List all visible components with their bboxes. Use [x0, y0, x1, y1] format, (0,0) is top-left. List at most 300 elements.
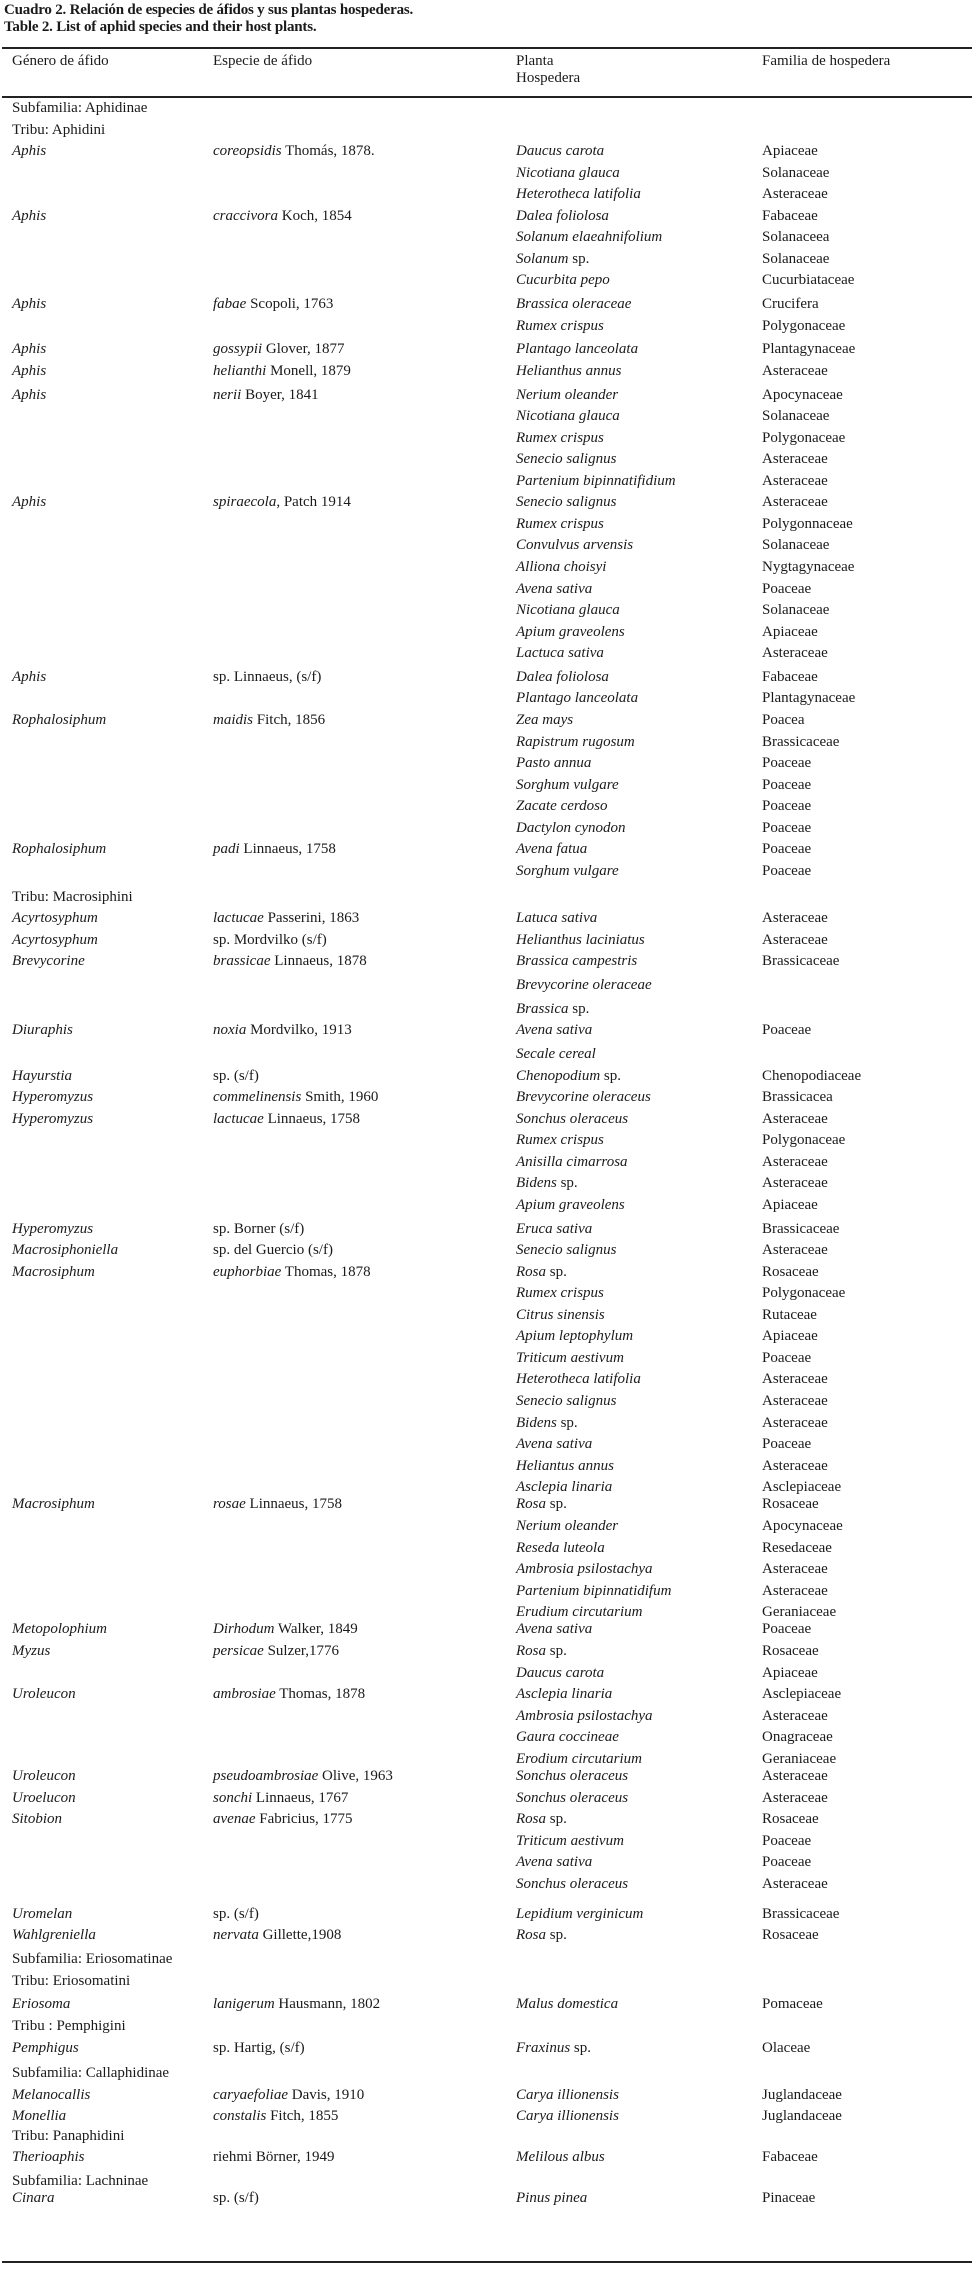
host-plant-cell — [516, 1328, 633, 1344]
species-epithet: craccivora — [213, 208, 278, 224]
species-cell — [213, 932, 327, 948]
host-plant-name: Solanum — [516, 251, 569, 267]
host-plant-cell — [516, 296, 631, 312]
host-plant-cell — [516, 1906, 643, 1922]
host-plant-name: Apium graveolens — [516, 624, 625, 640]
species-cell — [213, 712, 325, 728]
species-cell — [213, 2087, 364, 2103]
species-text: sp. Borner (s/f) — [213, 1221, 305, 1237]
host-family-cell: Asteraceae — [762, 910, 828, 926]
species-authority: Davis, 1910 — [287, 2087, 365, 2103]
genus-name: Monellia — [12, 2108, 67, 2124]
species-authority: Linnaeus, 1758 — [245, 1496, 343, 1512]
species-authority: , Patch 1914 — [276, 494, 351, 510]
genus-cell — [12, 2149, 85, 2165]
genus-cell — [12, 363, 46, 379]
species-cell — [213, 143, 375, 159]
host-family-cell: Poaceae — [762, 1833, 812, 1849]
species-cell — [213, 1927, 341, 1943]
host-plant-name: Rapistrum rugosum — [516, 734, 635, 750]
genus-name: Aphis — [12, 363, 47, 379]
host-plant-cell — [516, 1686, 612, 1702]
species-text: sp. (s/f) — [213, 1068, 259, 1084]
host-plant-cell — [516, 624, 625, 640]
species-authority: Gillette,1908 — [258, 1927, 342, 1943]
host-family-cell: Rosaceae — [762, 1643, 819, 1659]
header-rule — [2, 96, 972, 98]
host-plant-name: Triticum aestivum — [516, 1833, 624, 1849]
host-plant-cell — [516, 734, 635, 750]
host-family-cell: Solanaceea — [762, 229, 830, 245]
species-epithet: ambrosiae — [213, 1686, 276, 1702]
species-epithet: brassicae — [213, 953, 271, 969]
host-plant-name: Rosa — [516, 1264, 546, 1280]
host-plant-name: Zacate cerdoso — [516, 798, 608, 814]
host-plant-name: Rumex crispus — [516, 430, 604, 446]
host-family-cell: Asclepiaceae — [762, 1479, 842, 1495]
host-plant-name: Sonchus oleraceus — [516, 1768, 629, 1784]
host-family-cell: Poaceae — [762, 1621, 812, 1637]
genus-cell — [12, 1221, 93, 1237]
host-plant-suffix: sp. — [546, 1811, 567, 1827]
species-epithet: caryaefoliae — [213, 2087, 288, 2103]
host-plant-cell — [516, 1111, 628, 1127]
genus-cell — [12, 494, 46, 510]
host-family-cell: Apocynaceae — [762, 1518, 843, 1534]
host-family-cell: Apiaceae — [762, 143, 818, 159]
host-plant-cell — [516, 1643, 567, 1659]
host-plant-name: Anisilla cimarrosa — [516, 1154, 628, 1170]
host-plant-cell — [516, 1068, 621, 1084]
host-family-cell: Polygonaceae — [762, 430, 846, 446]
genus-cell — [12, 1643, 50, 1659]
genus-cell — [12, 1242, 118, 1258]
genus-name: Myzus — [12, 1643, 51, 1659]
host-plant-name: Sonchus oleraceus — [516, 1876, 629, 1892]
host-plant-cell — [516, 1583, 671, 1599]
host-plant-cell — [516, 272, 610, 288]
genus-name: Pemphigus — [12, 2040, 79, 2056]
host-plant-name: Rumex crispus — [516, 1285, 604, 1301]
host-family-cell: Asteraceae — [762, 1175, 828, 1191]
host-plant-name: Rosa — [516, 1643, 546, 1659]
host-plant-name: Dalea foliolosa — [516, 208, 609, 224]
genus-name: Hyperomyzus — [12, 1111, 94, 1127]
genus-name: Aphis — [12, 143, 47, 159]
host-plant-cell — [516, 910, 597, 926]
species-epithet: pseudoambrosiae — [213, 1768, 319, 1784]
host-family-cell: Nygtagynaceae — [762, 559, 855, 575]
host-family-cell: Onagraceae — [762, 1729, 833, 1745]
host-family-cell: Asteraceae — [762, 1583, 828, 1599]
host-family-cell: Apiaceae — [762, 1197, 818, 1213]
host-plant-cell — [516, 1307, 605, 1323]
genus-name: Eriosoma — [12, 1996, 71, 2012]
host-plant-cell — [516, 1708, 653, 1724]
host-plant-cell — [516, 1221, 592, 1237]
host-plant-name: Pasto annua — [516, 755, 592, 771]
genus-cell — [12, 1927, 96, 1943]
host-plant-suffix: sp. — [570, 2040, 592, 2056]
genus-cell — [12, 953, 85, 969]
host-plant-name: Citrus sinensis — [516, 1307, 605, 1323]
host-plant-cell — [516, 1089, 651, 1105]
host-plant-name: Melilous albus — [516, 2149, 605, 2165]
genus-name: Acyrtosyphum — [12, 932, 98, 948]
genus-name: Macrosiphum — [12, 1264, 95, 1280]
genus-name: Hayurstia — [12, 1068, 72, 1084]
host-plant-name: Rumex crispus — [516, 318, 604, 334]
host-family-cell: Asteraceae — [762, 1458, 828, 1474]
host-family-cell: Geraniaceae — [762, 1604, 837, 1620]
species-epithet: gossypii — [213, 341, 263, 357]
host-plant-name: Rosa — [516, 1811, 546, 1827]
host-plant-name: Alliona choisyi — [516, 559, 607, 575]
host-plant-cell — [516, 863, 619, 879]
host-plant-name: Nicotiana glauca — [516, 602, 620, 618]
species-cell — [213, 1768, 393, 1784]
host-family-cell: Asteraceae — [762, 1111, 828, 1127]
host-plant-suffix: sp. — [546, 1927, 567, 1943]
host-plant-name: Avena sativa — [516, 1621, 593, 1637]
genus-name: Macrosiphoniella — [12, 1242, 119, 1258]
species-cell — [213, 1621, 358, 1637]
bottom-rule — [2, 2261, 972, 2263]
genus-name: Aphis — [12, 669, 47, 685]
host-plant-name: Malus domestica — [516, 1996, 619, 2012]
species-cell — [213, 1906, 259, 1922]
genus-cell — [12, 1496, 95, 1512]
host-plant-cell — [516, 2149, 605, 2165]
genus-cell — [12, 296, 46, 312]
host-plant-cell — [516, 1621, 592, 1637]
species-authority: Glover, 1877 — [262, 341, 345, 357]
species-cell — [213, 1242, 333, 1258]
host-plant-cell — [516, 1604, 643, 1620]
genus-cell — [12, 1111, 93, 1127]
species-epithet: spiraecola — [213, 494, 277, 510]
host-plant-name: Rosa — [516, 1927, 546, 1943]
host-family-cell: Rosaceae — [762, 1496, 819, 1512]
host-plant-name: Plantago lanceolata — [516, 341, 639, 357]
host-family-cell: Asteraceae — [762, 1154, 828, 1170]
host-family-cell: Polygonaceae — [762, 1285, 846, 1301]
host-plant-name: Sorghum vulgare — [516, 777, 619, 793]
species-epithet: fabae — [213, 296, 247, 312]
host-plant-name: Partenium bipinnatidifum — [516, 1583, 672, 1599]
genus-name: Diuraphis — [12, 1022, 73, 1038]
host-plant-cell — [516, 690, 638, 706]
genus-cell — [12, 1768, 76, 1784]
host-plant-cell — [516, 1132, 604, 1148]
host-plant-name: Daucus carota — [516, 143, 605, 159]
host-family-cell: Asteraceae — [762, 473, 828, 489]
host-plant-name: Nicotiana glauca — [516, 408, 620, 424]
host-plant-name: Sonchus oleraceus — [516, 1790, 629, 1806]
host-plant-name: Plantago lanceolata — [516, 690, 639, 706]
taxon-group-label: Subfamilia: Callaphidinae — [12, 2065, 170, 2081]
genus-cell — [12, 1022, 73, 1038]
host-family-cell: Apocynaceae — [762, 387, 843, 403]
host-plant-cell — [516, 777, 619, 793]
host-plant-cell — [516, 2190, 587, 2206]
host-plant-cell — [516, 1264, 567, 1280]
host-family-cell: Asteraceae — [762, 363, 828, 379]
host-plant-name: Chenopodium — [516, 1068, 601, 1084]
species-cell — [213, 363, 351, 379]
host-family-cell: Asteraceae — [762, 1371, 828, 1387]
host-plant-cell — [516, 932, 645, 948]
host-family-cell: Asteraceae — [762, 494, 828, 510]
host-family-cell: Apiaceae — [762, 1665, 818, 1681]
host-plant-name: Avena sativa — [516, 1854, 593, 1870]
genus-cell — [12, 2087, 90, 2103]
host-plant-name: Senecio salignus — [516, 494, 617, 510]
host-plant-cell — [516, 1285, 604, 1301]
species-text: sp. (s/f) — [213, 2190, 259, 2206]
host-plant-cell — [516, 1154, 628, 1170]
host-plant-name: Bidens — [516, 1175, 557, 1191]
species-cell — [213, 1089, 378, 1105]
host-plant-cell — [516, 1927, 567, 1943]
genus-cell — [12, 932, 98, 948]
species-authority: Passerini, 1863 — [263, 910, 360, 926]
genus-name: Aphis — [12, 387, 47, 403]
host-plant-cell — [516, 408, 620, 424]
species-cell — [213, 494, 351, 510]
host-plant-cell — [516, 186, 641, 202]
host-plant-name: Heliantus annus — [516, 1458, 614, 1474]
host-plant-name: Carya illionensis — [516, 2108, 619, 2124]
species-cell — [213, 1996, 380, 2012]
host-plant-cell — [516, 341, 638, 357]
taxon-group-label: Tribu: Aphidini — [12, 122, 106, 138]
genus-cell — [12, 387, 46, 403]
genus-name: Brevycorine — [12, 953, 85, 969]
genus-name: Uromelan — [12, 1906, 73, 1922]
header-plant-line2: Hospedera — [516, 70, 581, 86]
species-authority: Olive, 1963 — [318, 1768, 393, 1784]
species-cell — [213, 1068, 259, 1084]
host-plant-cell — [516, 1751, 642, 1767]
species-cell — [213, 2040, 305, 2056]
species-epithet: padi — [213, 841, 240, 857]
host-family-cell: Poaceae — [762, 1854, 812, 1870]
host-plant-suffix: sp. — [600, 1068, 622, 1084]
host-family-cell: Asteraceae — [762, 932, 828, 948]
genus-name: Aphis — [12, 341, 47, 357]
species-text: sp. Mordvilko (s/f) — [213, 932, 327, 948]
genus-name: Cinara — [12, 2190, 55, 2206]
host-plant-cell — [516, 1415, 578, 1431]
host-family-cell: Poaceae — [762, 1022, 812, 1038]
species-authority: Linnaeus, 1758 — [239, 841, 336, 857]
host-plant-name: Erodium circutarium — [516, 1751, 642, 1767]
host-plant-cell — [516, 755, 591, 771]
host-family-cell: Asteraceae — [762, 1790, 828, 1806]
host-plant-name: Reseda luteola — [516, 1540, 605, 1556]
host-family-cell: Cucurbiataceae — [762, 272, 855, 288]
host-plant-name: Nerium oleander — [516, 387, 619, 403]
species-authority: Thomas, 1878 — [275, 1686, 366, 1702]
host-family-cell: Pinaceae — [762, 2190, 816, 2206]
host-family-cell: Asteraceae — [762, 1242, 828, 1258]
genus-cell — [12, 1264, 95, 1280]
species-epithet: helianthi — [213, 363, 267, 379]
host-family-cell: Crucifera — [762, 296, 819, 312]
species-cell — [213, 1221, 304, 1237]
host-plant-name: Avena sativa — [516, 581, 593, 597]
host-plant-cell — [516, 1458, 614, 1474]
host-family-cell: Asteraceae — [762, 186, 828, 202]
host-plant-cell — [516, 798, 608, 814]
host-plant-name: Secale cereal — [516, 1046, 596, 1062]
species-authority: Thomas, 1878 — [281, 1264, 371, 1280]
species-cell — [213, 296, 333, 312]
host-plant-name: Cucurbita pepo — [516, 272, 610, 288]
host-plant-name: Latuca sativa — [516, 910, 598, 926]
genus-name: Rophalosiphum — [12, 841, 107, 857]
host-plant-name: Asclepia linaria — [516, 1479, 613, 1495]
host-plant-name: Gaura coccineae — [516, 1729, 619, 1745]
host-family-cell: Asteraceae — [762, 1393, 828, 1409]
host-family-cell: Rosaceae — [762, 1264, 819, 1280]
species-cell — [213, 1111, 360, 1127]
taxon-group-label: Subfamilia: Aphidinae — [12, 100, 148, 116]
host-plant-name: Senecio salignus — [516, 1393, 617, 1409]
host-plant-name: Ambrosia psilostachya — [516, 1561, 653, 1577]
host-family-cell: Asteraceae — [762, 645, 828, 661]
genus-cell — [12, 910, 98, 926]
species-cell — [213, 1686, 365, 1702]
species-authority: Linnaeus, 1758 — [263, 1111, 361, 1127]
host-plant-cell — [516, 1242, 616, 1258]
host-plant-name: Brassica oleraceae — [516, 296, 632, 312]
header-genus: Género de áfido — [12, 53, 109, 69]
genus-name: Macrosiphum — [12, 1496, 95, 1512]
species-text: sp. del Guercio (s/f) — [213, 1242, 333, 1258]
host-plant-name: Triticum aestivum — [516, 1350, 624, 1366]
host-plant-cell — [516, 451, 616, 467]
host-plant-name: Apium graveolens — [516, 1197, 625, 1213]
host-family-cell: Asclepiaceae — [762, 1686, 842, 1702]
host-plant-cell — [516, 387, 618, 403]
species-text: sp. Linnaeus, (s/f) — [213, 669, 322, 685]
host-plant-name: Solanum elaeahnifolium — [516, 229, 663, 245]
species-epithet: maidis — [213, 712, 254, 728]
host-plant-suffix: sp. — [556, 1415, 578, 1431]
taxon-group-label: Subfamilia: Eriosomatinae — [12, 1951, 173, 1967]
host-family-cell: Poaceae — [762, 820, 812, 836]
host-family-cell: Apiaceae — [762, 1328, 818, 1344]
genus-cell — [12, 341, 46, 357]
host-plant-cell — [516, 1197, 625, 1213]
genus-cell — [12, 1790, 76, 1806]
host-plant-cell — [516, 537, 633, 553]
host-plant-suffix: sp. — [568, 251, 590, 267]
host-plant-suffix: sp. — [568, 1001, 590, 1017]
host-family-cell: Olaceae — [762, 2040, 811, 2056]
genus-name: Aphis — [12, 296, 47, 312]
host-plant-name: Lepidium verginicum — [516, 1906, 644, 1922]
genus-name: Aphis — [12, 494, 47, 510]
genus-name: Melanocallis — [12, 2087, 91, 2103]
genus-name: Hyperomyzus — [12, 1089, 94, 1105]
host-family-cell: Fabaceae — [762, 669, 818, 685]
host-family-cell: Brassicaceae — [762, 953, 840, 969]
species-epithet: constalis — [213, 2108, 267, 2124]
host-family-cell: Pomaceae — [762, 1996, 823, 2012]
host-plant-cell — [516, 645, 604, 661]
host-plant-cell — [516, 1876, 628, 1892]
species-cell — [213, 1790, 348, 1806]
host-family-cell: Chenopodiaceae — [762, 1068, 862, 1084]
header-family: Familia de hospedera — [762, 53, 891, 69]
host-plant-name: Senecio salignus — [516, 451, 617, 467]
host-plant-name: Lactuca sativa — [516, 645, 604, 661]
species-authority: Boyer, 1841 — [241, 387, 319, 403]
host-plant-name: Daucus carota — [516, 1665, 605, 1681]
genus-name: Acyrtosyphum — [12, 910, 98, 926]
host-family-cell: Solanaceae — [762, 602, 830, 618]
species-text: sp. Hartig, (s/f) — [213, 2040, 305, 2056]
species-authority: Walker, 1849 — [274, 1621, 358, 1637]
species-authority: Fitch, 1856 — [253, 712, 326, 728]
host-plant-cell — [516, 1479, 612, 1495]
host-family-cell: Asteraceae — [762, 1768, 828, 1784]
host-plant-name: Heterotheca latifolia — [516, 186, 641, 202]
species-epithet: avenae — [213, 1811, 256, 1827]
host-family-cell: Asteraceae — [762, 1561, 828, 1577]
host-plant-cell — [516, 1729, 619, 1745]
host-plant-cell — [516, 1393, 616, 1409]
genus-name: Rophalosiphum — [12, 712, 107, 728]
taxon-group-label: Subfamilia: Lachninae — [12, 2173, 149, 2189]
host-family-cell: Resedaceae — [762, 1540, 832, 1556]
host-plant-name: Zea mays — [516, 712, 574, 728]
genus-name: Sitobion — [12, 1811, 63, 1827]
host-family-cell: Asteraceae — [762, 1876, 828, 1892]
host-family-cell: Poaceae — [762, 755, 812, 771]
host-family-cell: Asteraceae — [762, 451, 828, 467]
species-cell — [213, 2149, 334, 2165]
host-plant-cell — [516, 1768, 628, 1784]
species-epithet: lanigerum — [213, 1996, 275, 2012]
host-plant-name: Brevycorine oleraceae — [516, 977, 652, 993]
host-family-cell: Solanaceae — [762, 251, 830, 267]
host-family-cell: Juglandaceae — [762, 2087, 842, 2103]
host-plant-name: Bidens — [516, 1415, 557, 1431]
host-plant-name: Pinus pinea — [516, 2190, 588, 2206]
host-plant-cell — [516, 820, 626, 836]
host-plant-cell — [516, 363, 621, 379]
taxon-group-label: Tribu: Eriosomatini — [12, 1973, 131, 1989]
host-plant-name: Nicotiana glauca — [516, 165, 620, 181]
host-family-cell: Polygonnaceae — [762, 516, 853, 532]
host-family-cell: Poacea — [762, 712, 805, 728]
genus-name: Wahlgreniella — [12, 1927, 96, 1943]
host-plant-name: Avena fatua — [516, 841, 588, 857]
genus-name: Metopolophium — [12, 1621, 107, 1637]
host-plant-cell — [516, 165, 620, 181]
species-cell — [213, 1022, 352, 1038]
host-plant-cell — [516, 1371, 641, 1387]
species-authority: Mordvilko, 1913 — [246, 1022, 352, 1038]
species-epithet: commelinensis — [213, 1089, 302, 1105]
host-family-cell: Poaceae — [762, 863, 812, 879]
host-family-cell: Juglandaceae — [762, 2108, 842, 2124]
host-family-cell: Geraniaceae — [762, 1751, 837, 1767]
